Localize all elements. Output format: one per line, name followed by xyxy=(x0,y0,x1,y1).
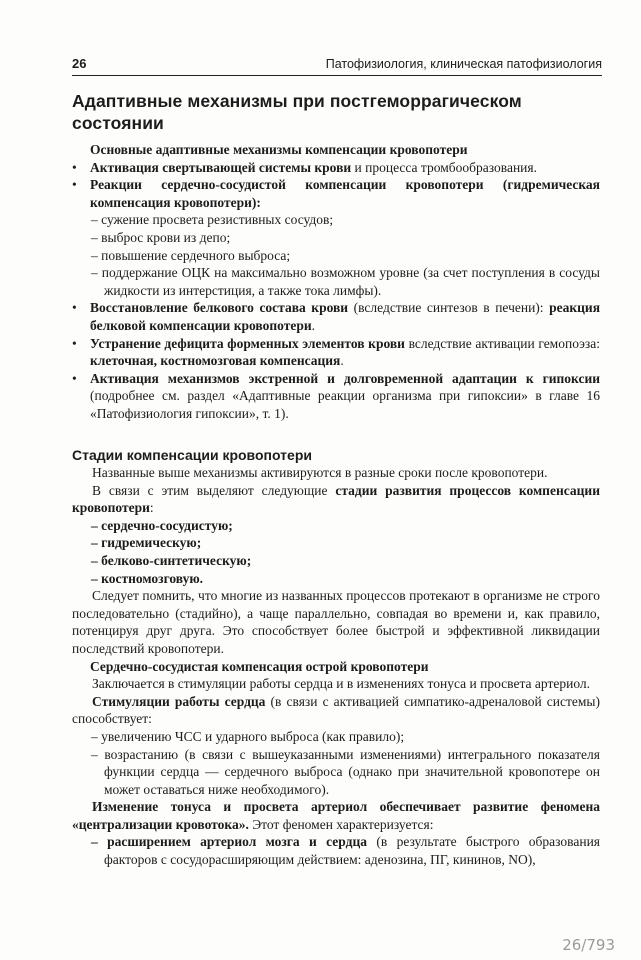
dash-item: – сужение просвета резистивных сосудов; xyxy=(91,212,334,228)
stage-item: – костномозговую. xyxy=(91,570,204,586)
subheading: Основные адаптивные механизмы компенсации кровопотери xyxy=(90,142,468,157)
section-title: Адаптивные механизмы при постгеморрагическом состоянии xyxy=(72,91,522,133)
dash-item: – увеличению ЧСС и ударного выброса (как правило); xyxy=(91,728,405,744)
list-item: • Устранение дефицита форменных элементов крови вследствие активации гемопоэза: клеточная, костномозговая компенсация. xyxy=(72,335,600,369)
subheading: Сердечно-сосудистая компенсация острой кровопотери xyxy=(90,658,429,674)
paragraph: Названные выше механизмы активируются в разные сроки после кровопотери. xyxy=(92,465,548,480)
stage-item: – сердечно-сосудистую; xyxy=(91,517,233,533)
section-compensation-stages xyxy=(72,446,600,869)
paragraph: В связи с этим выделяют следующие стадии развития процессов компенсации кровопотери: xyxy=(72,482,600,516)
stage-item: – белково-синтетическую; xyxy=(91,552,252,568)
page-number: 26 xyxy=(72,56,87,71)
running-header xyxy=(72,56,602,76)
list-item: • Активация свертывающей системы крови и процесса тромбообразования. xyxy=(72,159,537,175)
list-item: • Активация механизмов экстренной и долговременной адаптации к гипоксии (подробнее см. раздел «Адаптивные реакции организма при гипоксии» в главе 16 «Патофизиология гипоксии», т. 1). xyxy=(72,370,600,421)
paragraph: Изменение тонуса и просвета артериол обеспечивает развитие феномена «централизации кровотока». Этот феномен характеризуется: xyxy=(72,799,600,832)
paragraph: Стимуляции работы сердца (в связи с активацией симпатико-адреналовой системы) способствует: xyxy=(72,693,600,727)
dash-item: – возрастанию (в связи с вышеуказанными изменениями) интегрального показателя функции сердца — сердечного выброса (однако при значительной кровопотере он может оставаться ниже необходимого). xyxy=(91,746,600,797)
paragraph: Заключается в стимуляции работы сердца и в изменениях тонуса и просвета артериол. xyxy=(92,676,591,692)
dash-item: – расширением артериол мозга и сердца (в результате быстрого образования факторов с сосудорасширяющим действием: аденозина, ПГ, кининов, NO), xyxy=(91,834,601,868)
dash-item: – выброс крови из депо; xyxy=(91,229,231,245)
dash-item: – повышение сердечного выброса; xyxy=(91,247,291,263)
list-item: • Восстановление белкового состава крови (вследствие синтезов в печени): реакция белковой компенсации кровопотери. xyxy=(72,300,600,333)
page-counter: 26/793 xyxy=(562,936,615,954)
paragraph: Следует помнить, что многие из названных процессов протекают в организме не строго последовательно (стадийно), а чаще параллельно, совпадая во времени и, как правило, потенцируя друг друга. Это способствует более быстрой и эффективной ликвидации последствий кровопотери. xyxy=(72,588,600,656)
stage-item: – гидремическую; xyxy=(91,535,202,551)
list-item: • Реакции сердечно-сосудистой компенсации кровопотери (гидремическая компенсация кровопотери): xyxy=(72,177,600,210)
book-page xyxy=(72,56,602,868)
section-title: Стадии компенсации кровопотери xyxy=(72,447,312,463)
section-adaptive-mechanisms xyxy=(72,141,600,423)
running-title: Патофизиология, клиническая патофизиология xyxy=(325,57,602,71)
dash-item: – поддержание ОЦК на максимально возможном уровне (за счет поступления в сосуды жидкости из интерстиция, а также тока лимфы). xyxy=(91,265,600,298)
